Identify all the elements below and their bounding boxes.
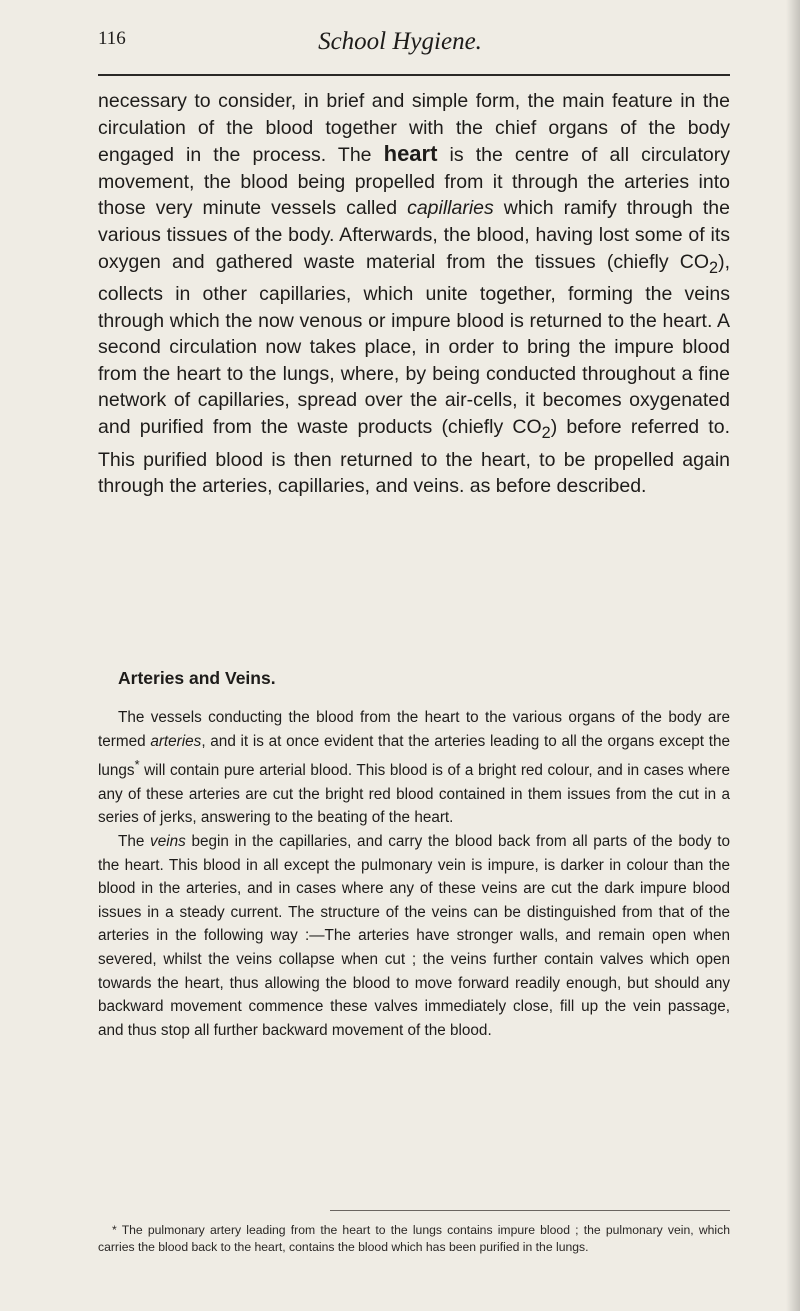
text-run: The vessels conducting the blood from the heart to the various organs of the body are termed bbox=[98, 709, 730, 750]
text-run: , and it is at once evident that the arteries leading to all the organs except the lungs bbox=[98, 732, 731, 780]
emphasis-heart: heart bbox=[383, 141, 438, 167]
arteries-paragraph bbox=[98, 706, 730, 830]
text-run: which ramify through the various tissues of the body. Afterwards, the blood, having lost some of its oxygen and gathered waste material from the tissues (chiefly CO bbox=[98, 197, 730, 273]
footnote-rule bbox=[330, 1210, 730, 1211]
italic-veins: veins bbox=[150, 833, 186, 851]
footnote-marker: * bbox=[134, 757, 140, 773]
page-header bbox=[0, 28, 800, 68]
section-body bbox=[98, 706, 730, 1042]
text-run: necessary to consider, in brief and simple form, the main feature in the circulation of the blood together with the chief organs of the body engaged in the process. The bbox=[98, 90, 730, 167]
page-edge-shadow bbox=[786, 0, 800, 1311]
footnote bbox=[98, 1222, 730, 1255]
header-rule bbox=[98, 74, 730, 76]
section-heading: Arteries and Veins. bbox=[118, 668, 276, 688]
italic-arteries: arteries bbox=[150, 732, 202, 750]
intro-paragraph bbox=[98, 88, 730, 500]
subscript: 2 bbox=[709, 258, 719, 277]
page-number: 116 bbox=[98, 28, 126, 49]
text-run: is the centre of all circulatory movement, the blood being propelled from it through the arteries into those very minute vessels called bbox=[98, 144, 730, 220]
footnote-text: * The pulmonary artery leading from the heart to the lungs contains impure blood ; the pulmonary vein, which carries the blood back to the heart, contains the blood which has been purified in the lungs. bbox=[98, 1223, 730, 1254]
text-run: ) before referred to. This purified blood is then returned to the heart, to be propelled again through the arteries, capillaries, and veins. as before described. bbox=[98, 416, 730, 498]
veins-paragraph bbox=[98, 830, 730, 1042]
text-run: The bbox=[118, 833, 151, 851]
text-run: will contain pure arterial blood. This blood is of a bright red colour, and in cases where any of these arteries are cut the bright red blood contained in them issues from the cut in a series of jerks, answering to the beating of the heart. bbox=[98, 762, 730, 827]
text-run: ), collects in other capillaries, which unite together, forming the veins through which the now venous or impure blood is returned to the heart. A second circulation now takes place, in order to bring the impure blood from the heart to the lungs, where, by being conducted throughout a fine network of capillaries, spread over the air-cells, it becomes oxygenated and purified from the waste products (chiefly CO bbox=[98, 250, 730, 439]
italic-capillaries: capillaries bbox=[407, 197, 494, 220]
running-title: School Hygiene. bbox=[318, 28, 482, 55]
subscript: 2 bbox=[541, 423, 551, 442]
text-run: begin in the capillaries, and carry the blood back from all parts of the body to the heart. This blood in all except the pulmonary vein is impure, is darker in colour than the blood in the arteries, and in cases where any of these veins are cut the dark impure blood issues in a steady current. The structure of the veins can be distinguished from that of the arteries in the following way :—The arteries have stronger walls, and remain open when severed, whilst the veins collapse when cut ; the veins further contain valves which open towards the heart, thus allowing the blood to move forward readily enough, but should any backward movement commence these valves immediately close, fill up the vein passage, and thus stop all further backward movement of the blood. bbox=[98, 833, 730, 1039]
